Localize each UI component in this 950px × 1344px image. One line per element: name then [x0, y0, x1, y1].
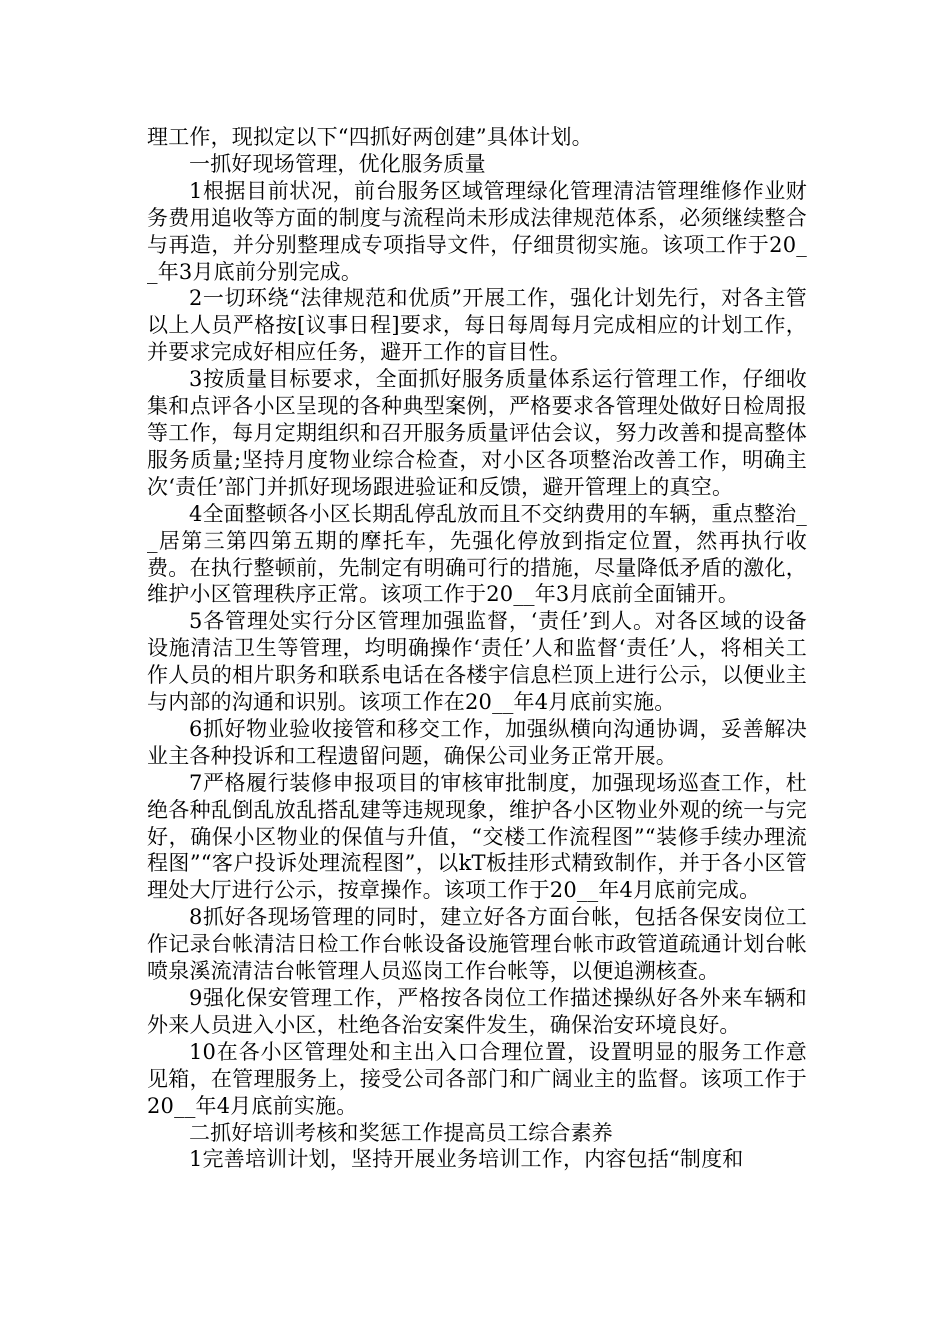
list-item-3: 3按质量目标要求，全面抓好服务质量体系运行管理工作，仔细收集和点评各小区呈现的各种典型案例，严格要求各管理处做好日检周报等工作，每月定期组织和召开服务质量评估会议，努力改善和提高整体服务质量;坚持月度物业综合检查，对小区各项整治改善工作，明确主次‘责任’部门并抓好现场跟进验证和反馈，避开管理上的真空。 — [147, 367, 807, 499]
list-item-6: 6抓好物业验收接管和移交工作，加强纵横向沟通协调，妥善解决业主各种投诉和工程遗留问题，确保公司业务正常开展。 — [147, 716, 807, 768]
list-item-9: 9强化保安管理工作，严格按各岗位工作描述操纵好各外来车辆和外来人员进入小区，杜绝各治安案件发生，确保治安环境良好。 — [147, 986, 807, 1037]
document-body — [147, 124, 807, 1173]
list-item-1: 1根据目前状况，前台服务区域管理绿化管理清洁管理维修作业财务费用追收等方面的制度与流程尚未形成法律规范体系，必须继续整合与再造，并分别整理成专项指导文件，仔细贯彻实施。该项工作于20__年3月底前分别完成。 — [147, 178, 807, 284]
section-heading-2: 二抓好培训考核和奖惩工作提高员工综合素养 — [189, 1120, 613, 1145]
list-item-11: 1完善培训计划，坚持开展业务培训工作，内容包括“制度和 — [189, 1147, 744, 1172]
list-item-10: 10在各小区管理处和主出入口合理位置，设置明显的服务工作意见箱，在管理服务上，接受公司各部门和广阔业主的监督。该项工作于20__年4月底前实施。 — [147, 1039, 807, 1118]
list-item-8: 8抓好各现场管理的同时，建立好各方面台帐，包括各保安岗位工作记录台帐清洁日检工作台帐设备设施管理台帐市政管道疏通计划台帐喷泉溪流清洁台帐管理人员巡岗工作台帐等，以便追溯核查。 — [147, 905, 807, 984]
list-item-7: 7严格履行装修申报项目的审核审批制度，加强现场巡查工作，杜绝各种乱倒乱放乱搭乱建等违规现象，维护各小区物业外观的统一与完好，确保小区物业的保值与升值，“交楼工作流程图”“装修手续办理流程图”“客户投诉处理流程图”，以kT板挂形式精致制作，并于各小区管理处大厅进行公示，按章操作。该项工作于20__年4月底前完成。 — [147, 770, 807, 903]
list-item-5: 5各管理处实行分区管理加强监督，‘责任’到人。对各区域的设备设施清洁卫生等管理，均明确操作‘责任’人和监督‘责任’人，将相关工作人员的相片职务和联系电话在各楼宇信息栏顶上进行公示，以便业主与内部的沟通和识别。该项工作在20__年4月底前实施。 — [147, 609, 807, 715]
list-item-4: 4全面整顿各小区长期乱停乱放而且不交纳费用的车辆，重点整治__居第三第四第五期的摩托车，先强化停放到指定位置，然再执行收费。在执行整顿前，先制定有明确可行的措施，尽量降低矛盾的激化，维护小区管理秩序正常。该项工作于20__年3月底前全面铺开。 — [147, 501, 807, 607]
list-item-2: 2一切环绕“法律规范和优质”开展工作，强化计划先行，对各主管以上人员严格按[议事日程]要求，每日每周每月完成相应的计划工作，并要求完成好相应任务，避开工作的盲目性。 — [147, 286, 807, 365]
paragraph-continuation: 理工作，现拟定以下“四抓好两创建”具体计划。 — [147, 125, 593, 149]
section-heading-1: 一抓好现场管理，优化服务质量 — [189, 151, 486, 176]
